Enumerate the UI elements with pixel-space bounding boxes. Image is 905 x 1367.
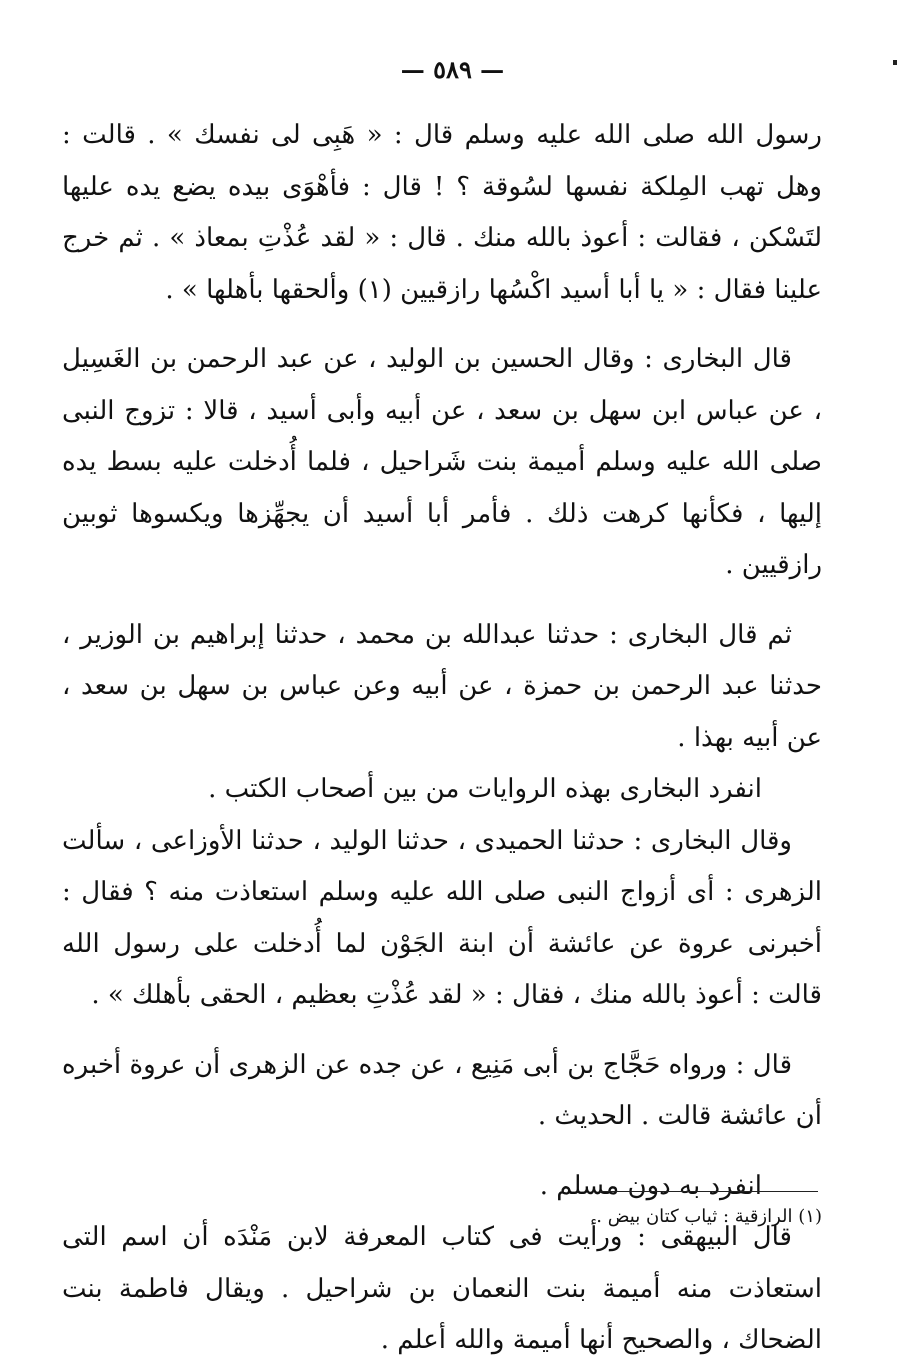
body-text: [62, 110, 822, 1367]
paragraph-bukhari-abdullah: ثم قال البخارى : حدثنا عبدالله بن محمد ، حدثنا إبراهيم بن الوزير ، حدثنا عبد الرحمن بن حمزة ، عن أبيه وعن عباس بن سهل بن سعد ، عن أبيه بهذا .: [62, 619, 822, 753]
paragraph-baihaqi: قال البيهقى : ورأيت فى كتاب المعرفة لابن مَنْدَه أن اسم التى استعاذت منه أميمة بنت النعمان بن شراحيل . ويقال فاطمة بنت الضحاك ، والصحيح أنها أميمة والله أعلم .: [62, 1222, 822, 1355]
paragraph-hajjaj: قال : ورواه حَجَّاج بن أبى مَنِيع ، عن جده عن الزهرى أن عروة أخبره أن عائشة قالت . الحديث .: [62, 1049, 822, 1131]
footnote-divider: [600, 1191, 818, 1192]
paragraph-bukhari-humaidi: وقال البخارى : حدثنا الحميدى ، حدثنا الوليد ، حدثنا الأوزاعى ، سألت الزهرى : أى أزواج النبى صلى الله عليه وسلم استعاذت منه ؟ فقال : أخبرنى عروة عن عائشة أن ابنة الجَوْن لما أُدخلت على رسول الله قالت : أعوذ بالله منك ، فقال : « لقد عُذْتِ بعظيم ، الحقى بأهلك » .: [62, 825, 822, 1010]
paragraph-hadith-narration: رسول الله صلى الله عليه وسلم قال : « هَبِى لى نفسك » . قالت : وهل تهب المِلكة نفسها لسُوقة ؟ ! قال : فأهْوَى بيده يضع يده عليها لتَسْكن ، فقالت : أعوذ بالله منك . قال : « لقد عُذْتِ بمعاذ » . ثم خرج علينا فقال : « يا أبا أسيد اكْسُها رازقيين (١) وألحقها بأهلها » .: [62, 120, 822, 305]
paragraph-infarada-muslim: انفرد به دون مسلم .: [539, 1170, 762, 1201]
page-number: — ٥٨٩ —: [400, 55, 505, 84]
paragraph-infarada-bukhari: انفرد البخارى بهذه الروايات من بين أصحاب الكتب .: [208, 774, 762, 804]
paragraph-bukhari-husain: قال البخارى : وقال الحسين بن الوليد ، عن عبد الرحمن بن الغَسِيل ، عن عباس ابن سهل بن سعد ، عن أبيه وأبى أسيد ، قالا : تزوج النبى صلى الله عليه وسلم أميمة بنت شَراحيل ، فلما أُدخلت عليه بسط يده إليها ، فكأنها كرهت ذلك . فأمر أبا أسيد أن يجهِّزها ويكسوها ثوبين رازقيين .: [62, 344, 822, 580]
footnote: (١) الرازقية : ثياب كتان بيض .: [596, 1206, 822, 1227]
